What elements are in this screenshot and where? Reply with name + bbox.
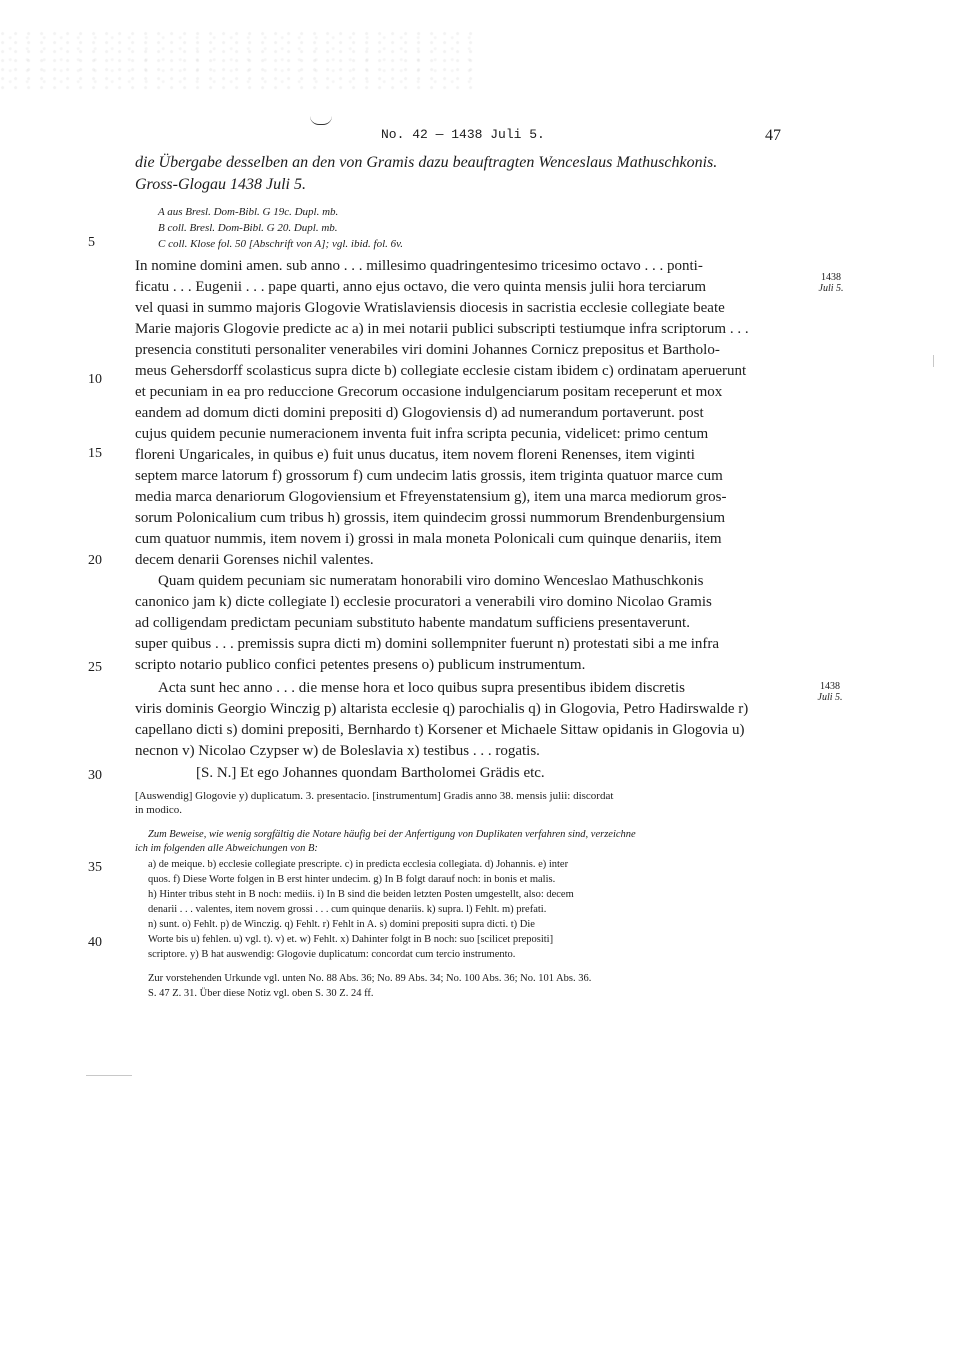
line-number: 40 xyxy=(88,935,102,950)
regest-line: die Übergabe desselben an den von Gramis dazu beauftragten Wenceslaus Mathuschkonis. xyxy=(135,154,718,171)
apparatus-line: Worte bis u) fehlen. u) vgl. t). v) et. w) Fehlt. x) Dahinter folgt in B noch: suo [scilicet prepositi] xyxy=(148,934,554,945)
line-number: 15 xyxy=(88,446,102,461)
text-line: Acta sunt hec anno . . . die mense hora et loco quibus supra presentibus ibidem discretis xyxy=(158,680,685,696)
scan-artifact xyxy=(86,1075,132,1076)
scan-artifact xyxy=(933,355,934,367)
text-line: decem denarii Gorenses nichil valentes. xyxy=(135,552,374,568)
text-line: ad colligendam predictam pecuniam substituto habente mandatum sufficiens presentaverunt. xyxy=(135,615,690,631)
text-line: In nomine domini amen. sub anno . . . millesimo quadringentesimo tricesimo octavo . . . ponti- xyxy=(135,258,703,274)
source-line: B coll. Bresl. Dom-Bibl. G 20. Dupl. mb. xyxy=(158,222,338,234)
text-line: sorum Polonicalium cum tribus h) grossis, item quindecim grossi nummorum Brendenburgensium xyxy=(135,510,726,526)
text-line: eandem ad domum dicti domini prepositi d) Glogoviensis d) ad numerandum portaverunt. post xyxy=(135,405,704,421)
text-line: et pecuniam in ea pro reduccione Grecorum occasione indulgenciarum positam receperunt et mox xyxy=(135,384,723,400)
apparatus-line: quos. f) Diese Worte folgen in B erst hinter undecim. g) In B folgt darauf noch: in bonis et malis. xyxy=(148,874,556,885)
scan-artifact xyxy=(0,30,480,90)
text-line: canonico jam k) dicte collegiate l) ecclesie procuratori a venerabili viro domino Nicolao Gramis xyxy=(135,594,712,610)
dorsal-note: in modico. xyxy=(135,804,183,816)
text-line: meus Gehersdorff scolasticus supra dicte b) collegiate ecclesie cistam ibidem c) ordinatam aperuerunt xyxy=(135,363,747,379)
text-line: scripto notario publico confici petentes presens o) publicum instrumentum. xyxy=(135,657,586,673)
text-line: media marca denariorum Glogoviensium et Ffreyenstatensium g), item una marca mediorum gros- xyxy=(135,489,727,505)
tilde-mark xyxy=(310,116,332,125)
text-line: cum quatuor nummis, item novem i) grossi in mala moneta Polonicali cum quinque denariis, item xyxy=(135,531,722,547)
text-line: capellano dicti s) domini prepositi, Bernhardo t) Korsener et Michaele Sittaw opidanis in Glogovia u) xyxy=(135,722,745,738)
text-line: cujus quidem pecunie numeracionem inventa fuit infra scripta pecunia, videlicet: primo centum xyxy=(135,426,709,442)
text-line: [S. N.] Et ego Johannes quondam Bartholomei Grädis etc. xyxy=(196,765,545,781)
source-line: C coll. Klose fol. 50 [Abschrift von A]; vgl. ibid. fol. 6v. xyxy=(158,238,403,250)
margin-date xyxy=(816,272,846,294)
line-number: 25 xyxy=(88,660,102,675)
page-number: 47 xyxy=(765,127,781,144)
apparatus-line: h) Hinter tribus steht in B noch: mediis. i) In B sind die beiden letzten Posten umgestellt, also: decem xyxy=(148,889,574,900)
regest-line: Gross-Glogau 1438 Juli 5. xyxy=(135,176,306,193)
text-line: Quam quidem pecuniam sic numeratam honorabili viro domino Wenceslao Mathuschkonis xyxy=(158,573,704,589)
apparatus-line: scriptore. y) B hat auswendig: Glogovie duplicatum: concordat cum tercio instrumento. xyxy=(148,949,516,960)
line-number: 35 xyxy=(88,860,102,875)
text-line: necnon v) Nicolao Czypser w) de Boleslavia x) testibus . . . rogatis. xyxy=(135,743,540,759)
text-line: super quibus . . . premissis supra dicti m) domini sollempniter fuerunt n) protestati sibi a me infra xyxy=(135,636,720,652)
margin-date-year: 1438 xyxy=(821,272,841,283)
text-line: Marie majoris Glogovie predicte ac a) in mei notarii publici subscripti testiumque infra scriptorum . . . xyxy=(135,321,749,337)
apparatus-line: n) sunt. o) Fehlt. p) de Winczig. q) Fehlt. r) Fehlt in A. s) domini prepositi supra dicti. t) Die xyxy=(148,919,535,930)
line-number: 30 xyxy=(88,768,102,783)
text-line: floreni Ungaricales, in quibus e) fuit unus ducatus, item novem floreni Renenses, item viginti xyxy=(135,447,695,463)
line-number: 10 xyxy=(88,372,102,387)
margin-date xyxy=(812,681,848,703)
apparatus-line: Zum Beweise, wie wenig sorgfältig die Notare häufig bei der Anfertigung von Duplikaten verfahren sind, verzeichne xyxy=(148,829,636,840)
apparatus-line: a) de meique. b) ecclesie collegiate prescripte. c) in predicta ecclesia collegiata. d) Johannis. e) inter xyxy=(148,859,569,870)
page-header-reference: No. 42 — 1438 Juli 5. xyxy=(381,127,545,142)
line-number: 20 xyxy=(88,553,102,568)
line-number: 5 xyxy=(88,235,95,250)
apparatus-line: denarii . . . valentes, item novem grossi . . . cum quinque denariis. k) supra. l) Fehlt. m) prefati. xyxy=(148,904,547,915)
margin-date-day: Juli 5. xyxy=(817,692,843,703)
text-line: viris dominis Georgio Winczig p) altarista ecclesie q) parochialis q) in Glogovia, Petro Hadirswalde r) xyxy=(135,701,749,717)
dorsal-note: [Auswendig] Glogovie y) duplicatum. 3. presentacio. [instrumentum] Gradis anno 38. mensis julii: discordat xyxy=(135,790,614,802)
text-line: septem marce latorum f) grossorum f) cum undecim latis grossis, item triginta quatuor marce cum xyxy=(135,468,723,484)
text-line: presencia constituti personaliter venerabiles viri domini Johannes Cornicz prepositus et Bartholo- xyxy=(135,342,720,358)
final-note: Zur vorstehenden Urkunde vgl. unten No. 88 Abs. 36; No. 89 Abs. 34; No. 100 Abs. 36; No. 101 Abs. 36. xyxy=(148,973,592,984)
final-note: S. 47 Z. 31. Über diese Notiz vgl. oben S. 30 Z. 24 ff. xyxy=(148,988,374,999)
text-line: ficatu . . . Eugenii . . . pape quarti, anno ejus octavo, die vero quinta mensis julii hora terciarum xyxy=(135,279,707,295)
margin-date-year: 1438 xyxy=(820,681,840,692)
source-line: A aus Bresl. Dom-Bibl. G 19c. Dupl. mb. xyxy=(158,206,339,218)
text-line: vel quasi in summo majoris Glogovie Wratislaviensis diocesis in sacristia ecclesie collegiate beate xyxy=(135,300,725,316)
apparatus-line: ich im folgenden alle Abweichungen von B: xyxy=(135,843,318,854)
margin-date-day: Juli 5. xyxy=(818,283,844,294)
